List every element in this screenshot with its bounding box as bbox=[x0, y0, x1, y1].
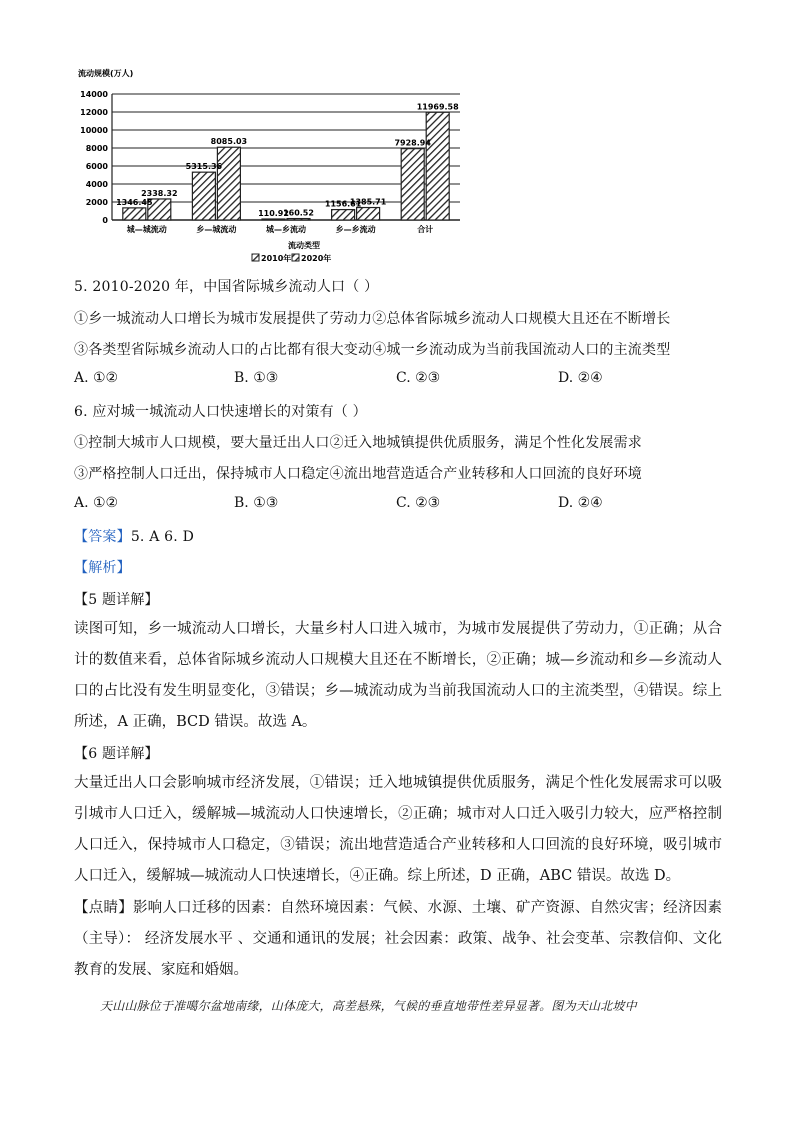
bar-chart bbox=[76, 62, 476, 272]
q5-choice-d: D. ②④ bbox=[558, 370, 603, 386]
q5-option-line-2: ③各类型省际城乡流动人口的占比都有很大变动④城一乡流动成为当前我国流动人口的主流类型 bbox=[74, 342, 671, 358]
answer-line bbox=[74, 526, 194, 546]
q5-choice-c: C. ②③ bbox=[396, 370, 441, 386]
x-tick-label: 城—城流动 bbox=[126, 225, 167, 234]
data-label: 1385.71 bbox=[349, 197, 387, 207]
x-tick-label: 乡—乡流动 bbox=[335, 225, 376, 234]
bar-2020 bbox=[426, 112, 449, 220]
data-label: 160.52 bbox=[283, 208, 314, 218]
y-tick-label: 0 bbox=[102, 216, 108, 225]
y-tick-label: 10000 bbox=[80, 126, 108, 135]
q6-choice-c: C. ②③ bbox=[396, 495, 441, 511]
chart-legend bbox=[252, 253, 331, 263]
bar-2010 bbox=[332, 210, 355, 220]
data-label: 1156.61 bbox=[324, 199, 362, 209]
q6-choice-a: A. ①② bbox=[74, 495, 119, 511]
data-label: 11969.58 bbox=[416, 102, 459, 112]
detail5-tag: 【5 题详解】 bbox=[74, 592, 159, 608]
data-label: 1346.45 bbox=[116, 197, 153, 207]
q6-stem: 6. 应对城一城流动人口快速增长的对策有（ ） bbox=[74, 404, 367, 420]
q6-choice-b: B. ①③ bbox=[234, 495, 279, 511]
x-tick-label: 乡—城流动 bbox=[196, 225, 237, 234]
detail6-text: 大量迁出人口会影响城市经济发展，①错误；迁入地城镇提供优质服务，满足个性化发展需求可以吸引城市人口迁入，缓解城—城流动人口快速增长，②正确；城市对人口迁入吸引力较大，应严格控制人口迁入，保持城市人口稳定，③错误；流出地营造适合产业转移和人口回流的良好环境，吸引城市人口迁入，缓解城—城流动人口快速增长，④正确。综上所述，D 正确，ABC 错误。故选 D。 bbox=[74, 775, 722, 884]
data-label: 8085.03 bbox=[210, 137, 248, 147]
tip-text: 影响人口迁移的因素：自然环境因素：气候、水源、土壤、矿产资源、自然灾害；经济因素（主导）： 经济发展水平 、交通和通讯的发展；社会因素：政策、战争、社会变革、宗教信仰、文化教育的发展、家庭和婚姻。 bbox=[74, 900, 723, 978]
legend-label: 2010年 bbox=[261, 254, 292, 263]
answer-text: 5. A 6. D bbox=[130, 529, 195, 545]
y-tick-label: 8000 bbox=[85, 144, 108, 153]
bar-2010 bbox=[192, 172, 215, 220]
bar-2010 bbox=[401, 149, 424, 220]
q6-option-line-1: ①控制大城市人口规模，要大量迁出人口②迁入地城镇提供优质服务，满足个性化发展需求 bbox=[74, 435, 642, 451]
data-label: 5315.36 bbox=[185, 162, 223, 172]
q6-choice-d: D. ②④ bbox=[558, 495, 603, 511]
q6-option-line-2: ③严格控制人口迁出，保持城市人口稳定④流出地营造适合产业转移和人口回流的良好环境 bbox=[74, 466, 642, 482]
x-axis-label: 流动类型 bbox=[288, 241, 320, 250]
legend-label: 2020年 bbox=[301, 254, 332, 263]
tip-tag: 【点睛】 bbox=[74, 900, 133, 916]
y-tick-label: 6000 bbox=[85, 162, 108, 171]
x-tick-label: 城—乡流动 bbox=[266, 225, 306, 234]
y-tick-label: 4000 bbox=[85, 180, 108, 189]
q5-option-line-1: ①乡一城流动人口增长为城市发展提供了劳动力②总体省际城乡流动人口规模大且还在不断增长 bbox=[74, 311, 671, 327]
data-label: 7928.94 bbox=[394, 138, 431, 148]
bar-2010 bbox=[123, 208, 146, 220]
q5-stem: 5. 2010-2020 年，中国省际城乡流动人口（ ） bbox=[74, 279, 379, 295]
detail5-text: 读图可知，乡一城流动人口增长，大量乡村人口进入城市，为城市发展提供了劳动力，①正确；从合计的数值来看，总体省际城乡流动人口规模大且还在不断增长，②正确；城—乡流动和乡—乡流动人口的占比没有发生明显变化，③错误；乡—城流动成为当前我国流动人口的主流类型，④错误。综上所述，A 正确，BCD 错误。故选 A。 bbox=[74, 621, 722, 730]
next-passage: 天山山脉位于准噶尔盆地南缘，山体庞大，高差悬殊，气候的垂直地带性差异显著。图为天山北坡中 bbox=[100, 999, 637, 1013]
bar-2020 bbox=[357, 208, 380, 220]
answer-tag: 【答案】 bbox=[74, 529, 131, 545]
analysis-tag: 【解析】 bbox=[74, 560, 131, 576]
bar-2020 bbox=[217, 147, 240, 220]
legend-swatch bbox=[292, 254, 299, 261]
tip-paragraph bbox=[74, 893, 722, 986]
x-tick-label: 合计 bbox=[417, 225, 434, 234]
y-axis-label: 流动规模(万人) bbox=[78, 69, 134, 78]
detail6-tag: 【6 题详解】 bbox=[74, 746, 159, 762]
q5-choice-b: B. ①③ bbox=[234, 370, 279, 386]
data-label: 110.92 bbox=[258, 209, 289, 219]
bar-2020 bbox=[287, 219, 310, 220]
y-tick-label: 12000 bbox=[80, 108, 108, 117]
y-tick-label: 14000 bbox=[80, 90, 108, 99]
data-label: 2338.32 bbox=[141, 188, 178, 198]
legend-swatch bbox=[252, 254, 259, 261]
q5-choice-a: A. ①② bbox=[74, 370, 119, 386]
y-tick-label: 2000 bbox=[85, 198, 108, 207]
bar-2010 bbox=[262, 219, 285, 220]
